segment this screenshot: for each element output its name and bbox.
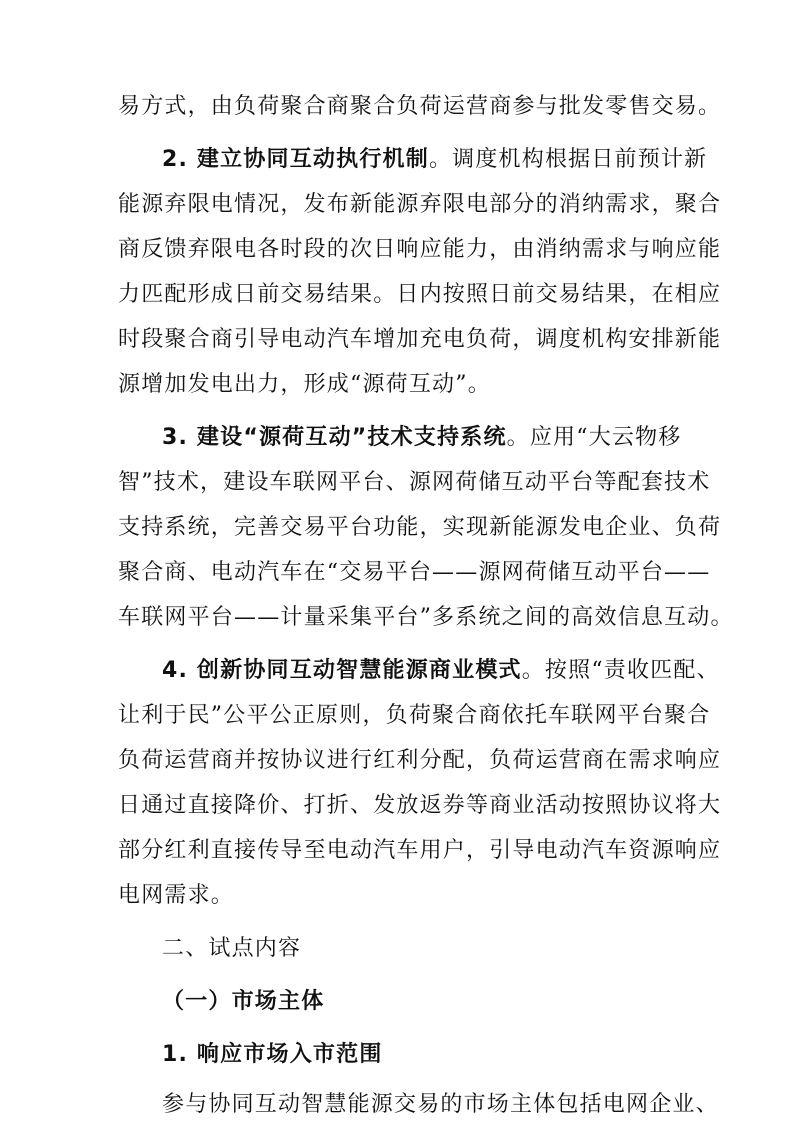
paragraph-line: 4. 创新协同互动智慧能源商业模式。按照“责收匹配、 [162,658,720,683]
paragraph-line: 聚合商、电动汽车在“交易平台——源网荷储互动平台—— [118,560,711,585]
paragraph-line: 2. 建立协同互动执行机制。调度机构根据日前预计新 [162,147,708,172]
paragraph-line: 车联网平台——计量采集平台”多系统之间的高效信息互动。 [118,605,734,630]
paragraph-line: 时段聚合商引导电动汽车增加充电负荷，调度机构安排新能 [118,327,722,352]
paragraph-line: 易方式，由负荷聚合商聚合负荷运营商参与批发零售交易。 [118,94,722,119]
item-heading-bold: 3. 建设“源荷互动”技术支持系统 [162,425,507,450]
item-heading-bold: 2. 建立协同互动执行机制 [162,147,429,172]
paragraph-line: 商反馈弃限电各时段的次日响应能力，由消纳需求与响应能 [118,237,722,262]
subsection-heading: （一）市场主体 [162,989,325,1014]
paragraph-line: 部分红利直接传导至电动汽车用户，引导电动汽车资源响应 [118,838,722,863]
item-heading-bold: 4. 创新协同互动智慧能源商业模式 [162,658,522,683]
paragraph-line: 日通过直接降价、打折、发放返券等商业活动按照协议将大 [118,793,722,818]
paragraph-line: 源增加发电出力，形成“源荷互动”。 [118,372,491,397]
paragraph-line: 3. 建设“源荷互动”技术支持系统。应用“大云物移 [162,425,682,450]
section-heading: 二、试点内容 [162,936,302,961]
paragraph-line: 支持系统，完善交易平台功能，实现新能源发电企业、负荷 [118,515,722,540]
paragraph-line: 能源弃限电情况，发布新能源弃限电部分的消纳需求，聚合 [118,192,722,217]
paragraph-line: 力匹配形成日前交易结果。日内按照日前交易结果，在相应 [118,282,722,307]
paragraph-line: 电网需求。 [118,883,235,908]
paragraph-line: 负荷运营商并按协议进行红利分配，负荷运营商在需求响应 [118,748,722,773]
paragraph-line: 让利于民”公平公正原则，负荷聚合商依托车联网平台聚合 [118,703,711,728]
paragraph-line: 参与协同互动智慧能源交易的市场主体包括电网企业、 [162,1092,719,1117]
paragraph-line: 智”技术，建设车联网平台、源网荷储互动平台等配套技术 [118,470,711,495]
item-heading: 1. 响应市场入市范围 [162,1042,383,1067]
